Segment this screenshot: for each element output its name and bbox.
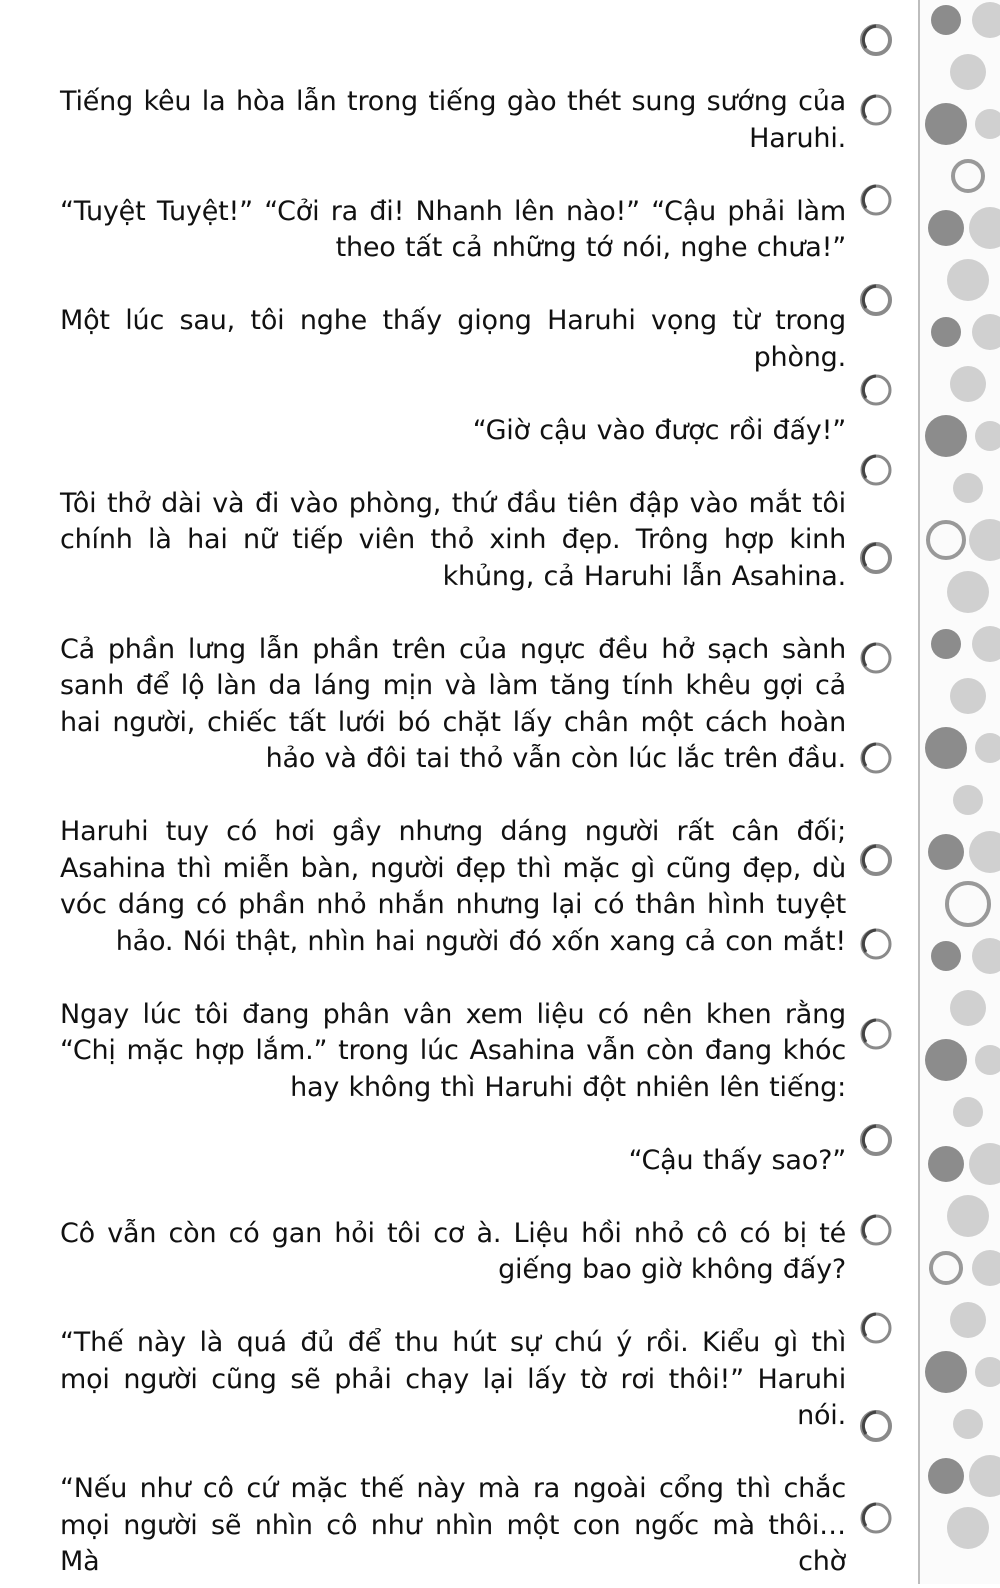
paragraph: Cô vẫn còn có gan hỏi tôi cơ à. Liệu hồi nhỏ cô có bị té giếng bao giờ không đấy?: [60, 1217, 846, 1285]
binder-ring-icon: [858, 372, 894, 408]
halftone-dot-icon: [953, 473, 983, 503]
halftone-dot-icon: [950, 990, 986, 1026]
halftone-dot-icon: [972, 626, 1000, 662]
halftone-dot-icon: [969, 831, 1000, 873]
halftone-dot-icon: [931, 317, 961, 347]
binder-ring-icon: [858, 1310, 894, 1346]
paragraph: “Tuyệt Tuyệt!” “Cởi ra đi! Nhanh lên nào!” “Cậu phải làm theo tất cả những tớ nói, nghe chưa!”: [60, 195, 846, 263]
paragraph: “Nếu như cô cứ mặc thế này mà ra ngoài cổng thì chắc mọi người sẽ nhìn cô như nhìn một con ngốc mà thôi… Mà chờ: [60, 1473, 846, 1577]
halftone-dot-icon: [947, 259, 989, 301]
binder-ring-icon: [858, 1016, 894, 1052]
binder-ring-icon: [858, 640, 894, 676]
binder-ring-icon: [858, 22, 894, 58]
halftone-dot-icon: [953, 785, 983, 815]
binder-rings: [852, 0, 922, 1584]
binder-ring-icon: [858, 540, 894, 576]
halftone-dot-icon: [931, 1253, 961, 1283]
halftone-dot-icon: [975, 1357, 1000, 1387]
binder-ring-icon: [858, 740, 894, 776]
halftone-dot-icon: [972, 314, 1000, 350]
halftone-dot-icon: [947, 1195, 989, 1237]
halftone-dot-icon: [953, 161, 983, 191]
halftone-dot-icon: [972, 2, 1000, 38]
halftone-dot-icon: [975, 421, 1000, 451]
paragraph: Tiếng kêu la hòa lẫn trong tiếng gào thét sung sướng của Haruhi.: [60, 86, 846, 154]
binder-ring-icon: [858, 1408, 894, 1444]
paragraph: “Thế này là quá đủ để thu hút sự chú ý rồi. Kiểu gì thì mọi người cũng sẽ phải chạy lại lấy tờ rơi thôi!” Haruhi nói.: [60, 1327, 846, 1431]
paragraph: Cả phần lưng lẫn phần trên của ngực đều hở sạch sành sanh để lộ làn da láng mịn và làm tăng tính khêu gợi cả hai người, chiếc tất lưới bó chặt lấy chân một cách hoàn hảo và đôi tai thỏ vẫn còn lúc lắc trên đầu.: [60, 633, 846, 774]
halftone-dot-icon: [950, 54, 986, 90]
halftone-dot-icon: [969, 1143, 1000, 1185]
halftone-dot-icon: [928, 210, 964, 246]
halftone-dot-icon: [975, 109, 1000, 139]
halftone-dot-icon: [969, 519, 1000, 561]
halftone-dot-icon: [928, 1458, 964, 1494]
halftone-dot-icon: [953, 1097, 983, 1127]
halftone-dot-icon: [975, 1045, 1000, 1075]
halftone-dot-icon: [947, 1507, 989, 1549]
paragraph: “Cậu thấy sao?”: [628, 1144, 846, 1176]
halftone-dot-icon: [972, 938, 1000, 974]
halftone-dot-pattern: [920, 0, 1000, 1584]
body-text: [60, 84, 846, 1581]
halftone-dot-icon: [925, 103, 967, 145]
binder-ring-icon: [858, 182, 894, 218]
halftone-dot-icon: [969, 207, 1000, 249]
halftone-dot-icon: [969, 1455, 1000, 1497]
halftone-dot-icon: [925, 727, 967, 769]
halftone-dot-icon: [950, 678, 986, 714]
halftone-dot-icon: [928, 1146, 964, 1182]
paragraph: Haruhi tuy có hơi gầy nhưng dáng người rất cân đối; Asahina thì miễn bàn, người đẹp thì mặc gì cũng đẹp, dù vóc dáng có phần nhỏ nhắn nhưng lại có thân hình tuyệt hảo. Nói thật, nhìn hai người đó xốn xang cả con mắt!: [60, 816, 846, 957]
binder-ring-icon: [858, 452, 894, 488]
halftone-dot-icon: [931, 629, 961, 659]
halftone-dot-icon: [972, 1250, 1000, 1286]
halftone-dot-icon: [950, 1302, 986, 1338]
paragraph: Tôi thở dài và đi vào phòng, thứ đầu tiên đập vào mắt tôi chính là hai nữ tiếp viên thỏ xinh đẹp. Trông hợp kinh khủng, cả Haruhi lẫn Asahina.: [60, 487, 846, 592]
halftone-dot-icon: [953, 1409, 983, 1439]
binder-ring-icon: [858, 282, 894, 318]
halftone-dot-icon: [925, 1351, 967, 1393]
binder-ring-icon: [858, 1500, 894, 1536]
halftone-dot-icon: [947, 883, 989, 925]
binder-ring-icon: [858, 926, 894, 962]
halftone-dot-icon: [931, 5, 961, 35]
paragraph: “Giờ cậu vào được rồi đấy!”: [472, 414, 846, 446]
halftone-dot-icon: [925, 1039, 967, 1081]
halftone-dot-icon: [925, 415, 967, 457]
paragraph: Một lúc sau, tôi nghe thấy giọng Haruhi vọng từ trong phòng.: [60, 305, 846, 373]
decorative-dot-strip: [918, 0, 1000, 1584]
halftone-dot-icon: [928, 834, 964, 870]
binder-ring-icon: [858, 92, 894, 128]
binder-ring-icon: [858, 1122, 894, 1158]
halftone-dot-icon: [931, 941, 961, 971]
halftone-dot-icon: [950, 366, 986, 402]
halftone-dot-icon: [947, 571, 989, 613]
halftone-dot-icon: [975, 733, 1000, 763]
binder-ring-icon: [858, 1212, 894, 1248]
paragraph: Ngay lúc tôi đang phân vân xem liệu có nên khen rằng “Chị mặc hợp lắm.” trong lúc Asahina vẫn còn đang khóc hay không thì Haruhi đột nhiên lên tiếng:: [60, 998, 846, 1103]
binder-ring-icon: [858, 842, 894, 878]
halftone-dot-icon: [928, 522, 964, 558]
